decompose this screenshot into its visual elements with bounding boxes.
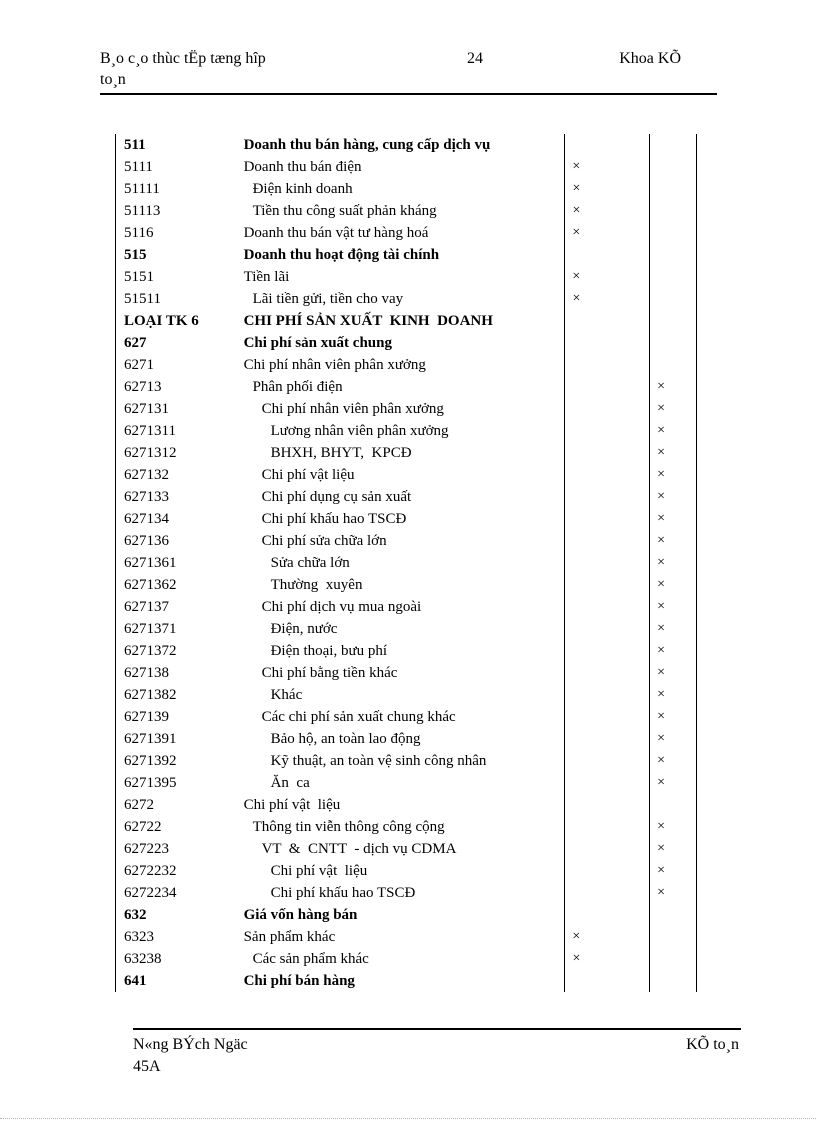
mark-col2: × (649, 640, 696, 662)
account-code: 63238 (124, 951, 162, 967)
account-name: Sản phẩm khác (243, 929, 336, 945)
account-name: Thông tin viễn thông công cộng (252, 819, 445, 835)
mark-col1 (564, 552, 649, 574)
table-rows (116, 134, 696, 992)
mark-col1 (564, 244, 649, 266)
table-row (116, 156, 696, 178)
account-code: 627 (124, 335, 147, 351)
table-row (116, 552, 696, 574)
mark-col2: × (649, 464, 696, 486)
account-code: 627132 (124, 467, 169, 483)
account-code: 6271312 (124, 445, 177, 461)
mark-col2 (649, 354, 696, 376)
mark-col1 (564, 134, 649, 156)
account-name: Giá vốn hàng bán (243, 907, 358, 923)
mark-col1 (564, 398, 649, 420)
account-code: 62722 (124, 819, 162, 835)
account-code: 6271392 (124, 753, 177, 769)
table-row (116, 398, 696, 420)
mark-col1 (564, 354, 649, 376)
account-name: Điện, nước (270, 621, 338, 637)
mark-col2 (649, 178, 696, 200)
account-code: 5111 (124, 159, 153, 175)
mark-col1 (564, 618, 649, 640)
mark-col2: × (649, 442, 696, 464)
account-code: 6271372 (124, 643, 177, 659)
header-title-line1: B¸o c¸o thùc tËp tæng hîp (100, 50, 266, 67)
mark-col1 (564, 772, 649, 794)
mark-col2: × (649, 530, 696, 552)
page-header (100, 48, 717, 95)
table-row (116, 970, 696, 992)
account-code: 6271382 (124, 687, 177, 703)
account-code: 6271311 (124, 423, 176, 439)
mark-col2: × (649, 882, 696, 904)
account-code: 627139 (124, 709, 169, 725)
mark-col2 (649, 156, 696, 178)
mark-col2: × (649, 508, 696, 530)
account-name: Chi phí khấu hao TSCĐ (261, 511, 407, 527)
mark-col2: × (649, 750, 696, 772)
mark-col1: × (564, 156, 649, 178)
account-name: Chi phí vật liệu (261, 467, 355, 483)
mark-col2: × (649, 684, 696, 706)
page-number: 24 (467, 50, 483, 67)
table-row (116, 640, 696, 662)
account-name: Kỹ thuật, an toàn vệ sinh công nhân (270, 753, 487, 769)
account-name: Lãi tiền gửi, tiền cho vay (252, 291, 404, 307)
mark-col1 (564, 728, 649, 750)
mark-col2 (649, 332, 696, 354)
account-code: 6271 (124, 357, 154, 373)
account-name: Tiền lãi (243, 269, 290, 285)
mark-col2: × (649, 376, 696, 398)
account-code: 511 (124, 137, 146, 153)
mark-col2: × (649, 772, 696, 794)
account-code: 627131 (124, 401, 169, 417)
mark-col1 (564, 706, 649, 728)
account-code: 6272232 (124, 863, 177, 879)
table-row (116, 442, 696, 464)
account-code: 6271395 (124, 775, 177, 791)
account-code: 627136 (124, 533, 169, 549)
mark-col1 (564, 508, 649, 530)
table-row (116, 882, 696, 904)
account-name: Điện thoại, bưu phí (270, 643, 388, 659)
account-code: 641 (124, 973, 147, 989)
table-row (116, 464, 696, 486)
mark-col1 (564, 442, 649, 464)
table-row (116, 772, 696, 794)
mark-col1 (564, 574, 649, 596)
footer-author-line1: N«ng BÝch Ngäc (133, 1036, 248, 1053)
mark-col1 (564, 464, 649, 486)
table-row (116, 596, 696, 618)
table-row (116, 794, 696, 816)
table-row (116, 200, 696, 222)
account-code: 5151 (124, 269, 154, 285)
account-code: 6272234 (124, 885, 177, 901)
account-code: 627134 (124, 511, 169, 527)
page-bottom-dotted-edge (0, 1118, 816, 1119)
mark-col1 (564, 376, 649, 398)
table-row (116, 332, 696, 354)
table-row (116, 816, 696, 838)
table-row (116, 354, 696, 376)
table-row (116, 310, 696, 332)
account-name: Chi phí sửa chữa lớn (261, 533, 387, 549)
table-row (116, 618, 696, 640)
account-name: Tiền thu công suất phản kháng (252, 203, 437, 219)
mark-col2: × (649, 618, 696, 640)
mark-col2 (649, 904, 696, 926)
mark-col1 (564, 662, 649, 684)
mark-col1 (564, 882, 649, 904)
mark-col1: × (564, 266, 649, 288)
account-name: CHI PHÍ SẢN XUẤT KINH DOANH (243, 313, 493, 329)
account-name: Chi phí vật liệu (243, 797, 341, 813)
mark-col2 (649, 970, 696, 992)
account-code: 627137 (124, 599, 169, 615)
account-name: Thường xuyên (270, 577, 363, 593)
account-name: Chi phí dịch vụ mua ngoài (261, 599, 422, 615)
table-row (116, 662, 696, 684)
mark-col1 (564, 750, 649, 772)
mark-col1 (564, 640, 649, 662)
account-code: 6323 (124, 929, 154, 945)
account-name: Phân phối điện (252, 379, 343, 395)
account-name: Sửa chữa lớn (270, 555, 350, 571)
table-row (116, 948, 696, 970)
header-title-line2: to¸n (100, 71, 126, 88)
mark-col2 (649, 926, 696, 948)
mark-col1 (564, 684, 649, 706)
account-name: Điện kinh doanh (252, 181, 353, 197)
mark-col2 (649, 288, 696, 310)
mark-col2: × (649, 728, 696, 750)
account-code: 627223 (124, 841, 169, 857)
accounts-table (115, 134, 697, 992)
mark-col2 (649, 948, 696, 970)
mark-col2: × (649, 574, 696, 596)
mark-col2 (649, 200, 696, 222)
account-name: Doanh thu bán hàng, cung cấp dịch vụ (243, 137, 491, 153)
mark-col2: × (649, 706, 696, 728)
mark-col1: × (564, 288, 649, 310)
table-row (116, 508, 696, 530)
page-footer (133, 1028, 741, 1078)
account-code: 51511 (124, 291, 161, 307)
table-row (116, 178, 696, 200)
mark-col2: × (649, 662, 696, 684)
table-row (116, 904, 696, 926)
account-code: 632 (124, 907, 147, 923)
table-row (116, 420, 696, 442)
mark-col2 (649, 266, 696, 288)
account-code: 5116 (124, 225, 154, 241)
table-row (116, 838, 696, 860)
table-row (116, 244, 696, 266)
mark-col2: × (649, 816, 696, 838)
footer-right-text: KÕ to¸n (686, 1036, 739, 1053)
table-row (116, 926, 696, 948)
account-code: 62713 (124, 379, 162, 395)
mark-col1: × (564, 948, 649, 970)
mark-col2 (649, 222, 696, 244)
table-row (116, 134, 696, 156)
mark-col1: × (564, 200, 649, 222)
account-name: Các chi phí sản xuất chung khác (261, 709, 456, 725)
mark-col2: × (649, 596, 696, 618)
table-row (116, 486, 696, 508)
account-name: Doanh thu hoạt động tài chính (243, 247, 440, 263)
account-code: 51111 (124, 181, 160, 197)
header-title (100, 48, 400, 90)
account-name: Chi phí vật liệu (270, 863, 368, 879)
mark-col1 (564, 904, 649, 926)
table-row (116, 706, 696, 728)
table-row (116, 750, 696, 772)
account-code: LOẠI TK 6 (124, 313, 199, 329)
table-row (116, 222, 696, 244)
account-name: Chi phí khấu hao TSCĐ (270, 885, 416, 901)
mark-col2 (649, 310, 696, 332)
account-name: Chi phí dụng cụ sản xuất (261, 489, 412, 505)
account-name: Chi phí bằng tiền khác (261, 665, 398, 681)
account-name: Doanh thu bán điện (243, 159, 362, 175)
mark-col1 (564, 816, 649, 838)
table-row (116, 288, 696, 310)
footer-author (133, 1034, 686, 1078)
account-name: Các sản phẩm khác (252, 951, 369, 967)
account-name: Khác (270, 687, 303, 703)
account-code: 6271361 (124, 555, 177, 571)
mark-col1: × (564, 926, 649, 948)
header-right-text: Khoa KÕ (619, 50, 681, 67)
account-code: 6272 (124, 797, 154, 813)
mark-col1 (564, 970, 649, 992)
mark-col1: × (564, 222, 649, 244)
account-code: 6271362 (124, 577, 177, 593)
account-name: Chi phí bán hàng (243, 973, 355, 989)
mark-col1 (564, 838, 649, 860)
account-name: Chi phí nhân viên phân xưởng (261, 401, 444, 417)
mark-col2: × (649, 486, 696, 508)
account-name: Chi phí nhân viên phân xưởng (243, 357, 426, 373)
account-name: BHXH, BHYT, KPCĐ (270, 445, 412, 461)
mark-col1: × (564, 178, 649, 200)
table-row (116, 684, 696, 706)
table-row (116, 574, 696, 596)
mark-col1 (564, 420, 649, 442)
mark-col1 (564, 332, 649, 354)
account-name: Bảo hộ, an toàn lao động (270, 731, 421, 747)
account-name: Ăn ca (270, 775, 310, 791)
mark-col1 (564, 310, 649, 332)
account-code: 51113 (124, 203, 161, 219)
account-code: 627133 (124, 489, 169, 505)
account-code: 627138 (124, 665, 169, 681)
table-row (116, 376, 696, 398)
mark-col2 (649, 244, 696, 266)
footer-author-line2: 45A (133, 1058, 161, 1075)
mark-col1 (564, 860, 649, 882)
mark-col2: × (649, 860, 696, 882)
account-code: 6271391 (124, 731, 177, 747)
mark-col1 (564, 486, 649, 508)
account-name: VT & CNTT - dịch vụ CDMA (261, 841, 457, 857)
mark-col2: × (649, 420, 696, 442)
mark-col2: × (649, 398, 696, 420)
table-row (116, 530, 696, 552)
account-name: Doanh thu bán vật tư hàng hoá (243, 225, 429, 241)
table-row (116, 860, 696, 882)
mark-col2: × (649, 838, 696, 860)
mark-col2 (649, 134, 696, 156)
table-row (116, 728, 696, 750)
table-row (116, 266, 696, 288)
mark-col1 (564, 596, 649, 618)
account-name: Chi phí sản xuất chung (243, 335, 392, 351)
mark-col1 (564, 794, 649, 816)
account-code: 6271371 (124, 621, 177, 637)
mark-col1 (564, 530, 649, 552)
mark-col2 (649, 794, 696, 816)
mark-col2: × (649, 552, 696, 574)
account-code: 515 (124, 247, 147, 263)
account-name: Lương nhân viên phân xưởng (270, 423, 449, 439)
